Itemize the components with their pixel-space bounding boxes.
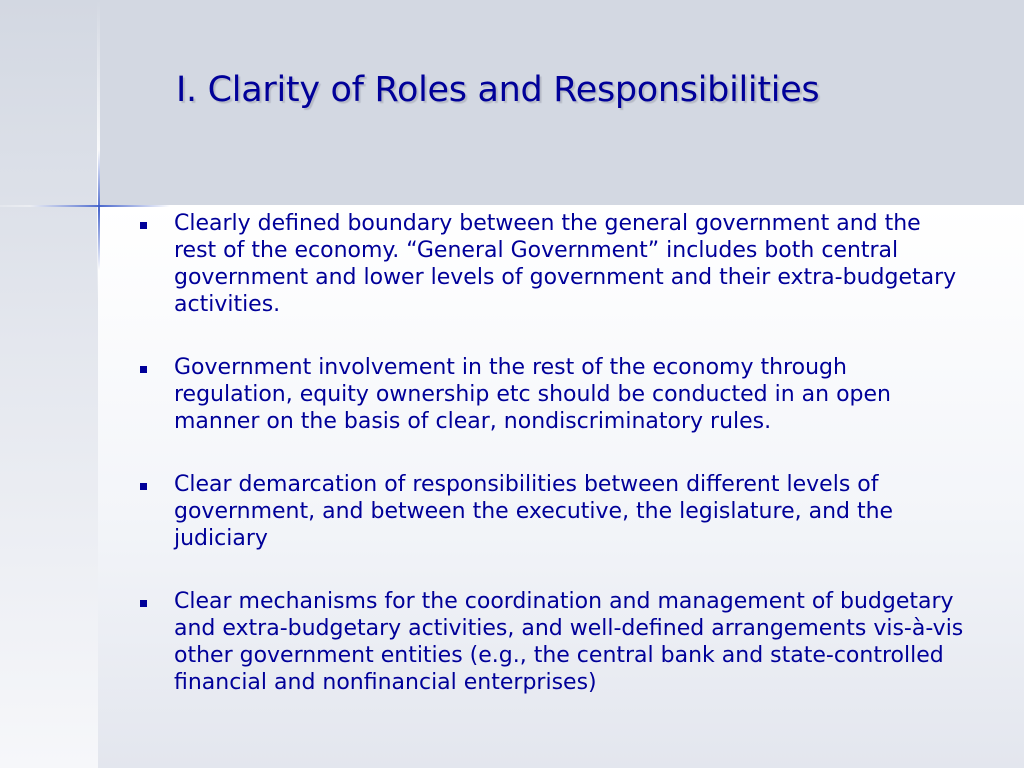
square-bullet-icon xyxy=(140,600,147,607)
bullet-list xyxy=(136,210,966,732)
slide-title: I. Clarity of Roles and Responsibilities xyxy=(176,70,820,110)
left-strip xyxy=(0,0,98,768)
bullet-item xyxy=(136,354,966,435)
square-bullet-icon xyxy=(140,366,147,373)
bullet-item xyxy=(136,210,966,318)
bullet-item xyxy=(136,588,966,696)
bullet-item xyxy=(136,471,966,552)
bullet-text: Clear demarcation of responsibilities between different levels of government, and between the executive, the legislature, and the judiciary xyxy=(174,472,894,551)
square-bullet-icon xyxy=(140,483,147,490)
crosshair-horizontal-accent xyxy=(30,205,170,207)
bullet-text: Government involvement in the rest of the economy through regulation, equity ownership etc should be conducted in an open manner on the basis of clear, nondiscriminatory rules. xyxy=(174,355,891,434)
bullet-text: Clear mechanisms for the coordination and management of budgetary and extra-budgetary activities, and well-defined arrangements vis-à-vis other government entities (e.g., the central bank and state-controlled financial and nonfinancial enterprises) xyxy=(174,589,964,695)
square-bullet-icon xyxy=(140,222,147,229)
bullet-text: Clearly defined boundary between the general government and the rest of the economy. “General Government” includes both central government and lower levels of government and their extra-budgetary activities. xyxy=(174,211,957,317)
crosshair-vertical-accent xyxy=(98,150,100,270)
